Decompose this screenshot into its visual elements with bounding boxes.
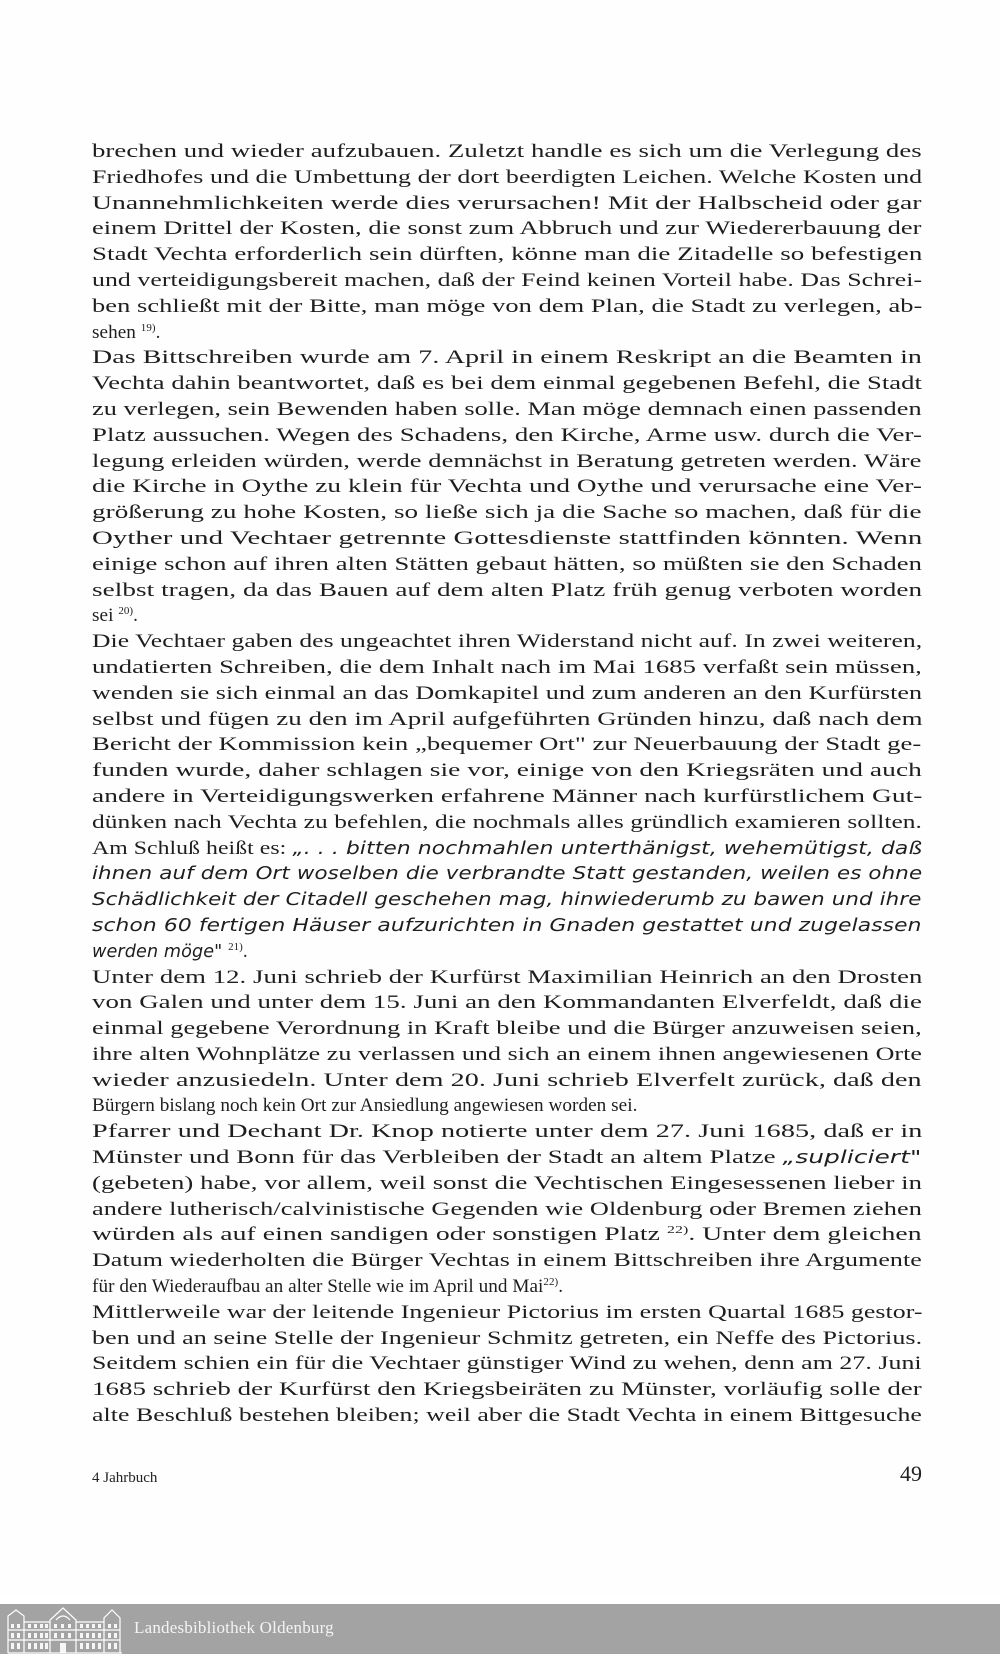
- text-line: [92, 500, 922, 526]
- text-line: [92, 913, 922, 939]
- text-line: [92, 371, 922, 397]
- text-line: [92, 1197, 922, 1223]
- text-line: [92, 552, 922, 578]
- text-segment: Mittlerweile war der leitende Ingenieur Pictorius im ersten Quartal 1685 gestor-: [92, 1301, 923, 1323]
- text-segment: .: [242, 940, 248, 962]
- text-line: [92, 810, 922, 836]
- quoted-text: werden möge": [92, 941, 229, 962]
- footnote-reference: 22): [543, 1276, 559, 1289]
- text-line: [92, 990, 922, 1016]
- text-line: [92, 1377, 922, 1403]
- text-segment: zu verlegen, sein Bewenden haben solle. Man möge demnach einen passenden: [92, 398, 922, 420]
- text-segment: Bericht der Kommission kein „bequemer Ort" zur Neuerbauung der Stadt ge-: [92, 734, 922, 756]
- quoted-text: „. . . bitten nochmahlen unterthänigst, wehemütigst, daß: [292, 838, 923, 859]
- text-line: [92, 1042, 922, 1068]
- text-line: [92, 1403, 922, 1429]
- text-segment: Bürgern bislang noch kein Ort zur Ansiedlung angewiesen worden sei.: [92, 1095, 638, 1117]
- text-line: [92, 603, 922, 629]
- text-line: [92, 165, 922, 191]
- text-segment: undatierten Schreiben, die dem Inhalt nach im Mai 1685 verfaßt sein müssen,: [92, 656, 922, 678]
- text-line: [92, 242, 922, 268]
- text-segment: ihre alten Wohnplätze zu verlassen und sich an einem ihnen angewiesenen Orte: [92, 1043, 923, 1065]
- text-segment: Oyther und Vechtaer getrennte Gottesdienste stattfinden könnten. Wenn: [92, 527, 923, 549]
- text-segment: .: [133, 605, 138, 627]
- text-line: [92, 1326, 922, 1352]
- text-line: [92, 758, 922, 784]
- text-segment: Unter dem 12. Juni schrieb der Kurfürst Maximilian Heinrich an den Drosten: [92, 966, 923, 988]
- text-line: [92, 655, 922, 681]
- text-line: [92, 861, 922, 887]
- text-line: [92, 1351, 922, 1377]
- text-line: [92, 887, 922, 913]
- text-segment: andere lutherisch/calvinistische Gegenden wie Oldenburg oder Bremen ziehen: [92, 1198, 922, 1220]
- body-text: [92, 139, 922, 1429]
- text-line: [92, 1093, 922, 1119]
- quoted-text: schon 60 fertigen Häuser aufzurichten in Gnaden gestattet und zugelassen: [92, 915, 922, 936]
- text-line: [92, 836, 922, 862]
- text-line: [92, 139, 922, 165]
- text-segment: und verteidigungsbereit machen, daß der Feind keinen Vorteil habe. Das Schrei-: [92, 269, 923, 291]
- text-line: [92, 1222, 922, 1248]
- text-segment: größerung zu hohe Kosten, so ließe sich ja die Sache so machen, daß für die: [92, 502, 922, 524]
- text-line: [92, 320, 922, 346]
- quoted-text: ihnen auf dem Ort woselben die verbrandte Statt gestanden, weilen es ohne: [92, 864, 923, 885]
- text-segment: sehen: [92, 321, 141, 343]
- text-line: [92, 1119, 922, 1145]
- library-building-icon: [6, 1606, 124, 1654]
- text-segment: Stadt Vechta erforderlich sein dürften, könne man die Zitadelle so befestigen: [92, 244, 923, 266]
- text-segment: Seitdem schien ein für die Vechtaer günstiger Wind zu wehen, denn am 27. Juni: [92, 1353, 922, 1375]
- text-segment: .: [558, 1276, 564, 1298]
- text-segment: Das Bittschreiben wurde am 7. April in einem Reskript an die Beamten in: [92, 347, 922, 369]
- text-line: [92, 294, 922, 320]
- footnote-reference: 20): [118, 605, 134, 618]
- text-segment: .: [155, 321, 161, 343]
- text-segment: alte Beschluß bestehen bleiben; weil aber die Stadt Vechta in einem Bittgesuche: [92, 1405, 922, 1427]
- text-line: [92, 474, 922, 500]
- text-segment: Am Schluß heißt es:: [92, 837, 293, 859]
- text-segment: wieder anzusiedeln. Unter dem 20. Juni schrieb Elverfelt zurück, daß den: [92, 1069, 922, 1091]
- text-line: [92, 1248, 922, 1274]
- text-line: [92, 1300, 922, 1326]
- footnote-reference: 21): [228, 940, 243, 953]
- text-segment: Friedhofes und die Umbettung der dort beerdigten Leichen. Welche Kosten und: [92, 166, 923, 188]
- text-segment: für den Wiederaufbau an alter Stelle wie im April und Mai: [92, 1276, 544, 1298]
- text-segment: funden wurde, daher schlagen sie vor, einige von den Kriegsräten und auch: [92, 760, 922, 782]
- text-segment: selbst und fügen zu den im April aufgeführten Gründen hinzu, daß nach dem: [92, 708, 923, 730]
- text-segment: 1685 schrieb der Kurfürst den Kriegsbeiräten zu Münster, vorläufig solle der: [92, 1379, 922, 1401]
- footnote-reference: 22): [666, 1224, 689, 1237]
- text-line: [92, 397, 922, 423]
- text-line: [92, 707, 922, 733]
- text-segment: einige schon auf ihren alten Stätten gebaut hätten, so müßten sie den Schaden: [92, 553, 923, 575]
- text-segment: einmal gegebene Verordnung in Kraft bleibe und die Bürger anzuweisen seien,: [92, 1018, 922, 1040]
- footnote-reference: 19): [140, 321, 156, 334]
- text-segment: ben und an seine Stelle der Ingenieur Schmitz getreten, ein Neffe des Pictorius.: [92, 1327, 923, 1349]
- text-line: [92, 1016, 922, 1042]
- text-segment: ben schließt mit der Bitte, man möge von dem Plan, die Stadt zu verlegen, ab-: [92, 295, 923, 317]
- text-segment: Datum wiederholten die Bürger Vechtas in einem Bittschreiben ihre Argumente: [92, 1250, 922, 1272]
- text-line: [92, 1274, 922, 1300]
- text-line: [92, 939, 922, 965]
- text-line: [92, 1068, 922, 1094]
- text-line: [92, 681, 922, 707]
- text-segment: . Unter dem gleichen: [688, 1224, 922, 1246]
- text-segment: Platz aussuchen. Wegen des Schadens, den Kirche, Arme usw. durch die Ver-: [92, 424, 922, 446]
- text-segment: die Kirche in Oythe zu klein für Vechta und Oythe und verursache eine Ver-: [92, 476, 923, 498]
- text-line: [92, 1171, 922, 1197]
- text-segment: andere in Verteidigungswerken erfahrene Männer nach kurfürstlichem Gut-: [92, 785, 923, 807]
- text-segment: sei: [92, 605, 119, 627]
- text-line: [92, 732, 922, 758]
- text-segment: (gebeten) habe, vor allem, weil sonst die Vechtischen Eingesessenen lieber in: [92, 1172, 923, 1194]
- quoted-text: „supliciert": [782, 1148, 922, 1169]
- text-segment: Die Vechtaer gaben des ungeachtet ihren Widerstand nicht auf. In zwei weiteren,: [92, 631, 923, 653]
- text-line: [92, 526, 922, 552]
- text-segment: Münster und Bonn für das Verbleiben der Stadt an altem Platze: [92, 1147, 783, 1169]
- text-segment: von Galen und unter dem 15. Juni an den Kommandanten Elverfeldt, daß die: [92, 992, 922, 1014]
- text-segment: brechen und wieder aufzubauen. Zuletzt handle es sich um die Verlegung des: [92, 141, 922, 162]
- text-line: [92, 423, 922, 449]
- text-line: [92, 784, 922, 810]
- footer-signature: 4 Jahrbuch: [92, 1470, 158, 1486]
- quoted-text: Schädlichkeit der Citadell geschehen mag, hinwiederumb zu bawen und ihre: [92, 890, 922, 911]
- text-segment: selbst tragen, da das Bauen auf dem alten Platz früh genug verboten worden: [92, 579, 923, 601]
- text-line: [92, 449, 922, 475]
- text-segment: einem Drittel der Kosten, die sonst zum Abbruch und zur Wiedererbauung der: [92, 218, 922, 240]
- text-segment: Pfarrer und Dechant Dr. Knop notierte unter dem 27. Juni 1685, daß er in: [92, 1121, 923, 1143]
- text-segment: legung erleiden würden, werde demnächst in Beratung getreten werden. Wäre: [92, 450, 922, 472]
- text-line: [92, 216, 922, 242]
- text-line: [92, 629, 922, 655]
- text-segment: Unannehmlichkeiten werde dies verursachen! Mit der Halbscheid oder gar: [92, 192, 922, 214]
- library-name: Landesbibliothek Oldenburg: [134, 1618, 334, 1637]
- text-line: [92, 268, 922, 294]
- text-line: [92, 191, 922, 217]
- text-segment: würden als auf einen sandigen oder sonstigen Platz: [92, 1224, 667, 1246]
- page-number: 49: [900, 1461, 922, 1486]
- text-line: [92, 965, 922, 991]
- text-line: [92, 1145, 922, 1171]
- text-line: [92, 345, 922, 371]
- text-segment: wenden sie sich einmal an das Domkapitel und zum anderen an den Kurfürsten: [92, 682, 923, 704]
- text-segment: Vechta dahin beantwortet, daß es bei dem einmal gegebenen Befehl, die Stadt: [92, 373, 922, 395]
- text-line: [92, 578, 922, 604]
- library-banner: [0, 1604, 1000, 1654]
- text-segment: dünken nach Vechta zu befehlen, die nochmals alles gründlich examieren sollten.: [92, 811, 922, 833]
